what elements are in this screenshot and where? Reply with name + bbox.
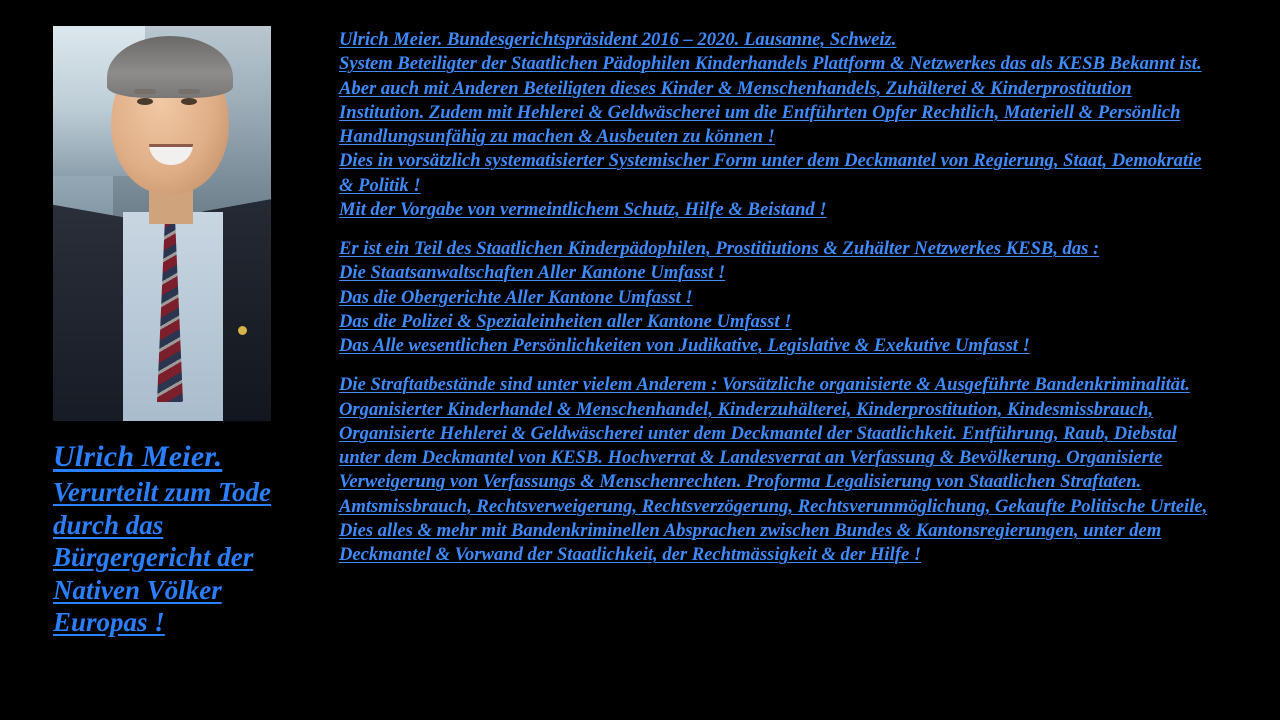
- left-column: [53, 26, 323, 638]
- photo-eye-right: [181, 98, 197, 105]
- photo-eye-left: [137, 98, 153, 105]
- right-column: [339, 28, 1219, 567]
- photo-eyebrow-right: [178, 89, 200, 94]
- network-item-4: Das Alle wesentlichen Persönlichkeiten von Judikative, Legislative & Exekutive Umfasst !: [339, 335, 1030, 356]
- photo-lapel-pin: [238, 326, 247, 335]
- offences-paragraph: Die Straftatbestände sind unter vielem Anderem : Vorsätzliche organisierte & Ausgeführte Bandenkriminalität. Organisierter Kinderhandel & Menschenhandel, Kinderzuhälterei, Kinderprostitution, Kindesmissbrauch, Organisierte Hehlerei & Geldwäscherei unter dem Deckmantel der Staatlichkeit. Entführung, Raub, Diebstal unter dem Deckmantel von KESB. Hochverrat & Landesverrat an Verfassung & Bevölkerung. Organisierte Verweigerung von Verfassungs & Menschenrechten. Proforma Legalisierung von Staatlichen Straftaten. Amtsmissbrauch, Rechtsverweigerung, Rechtsverzögerung, Rechtsverunmöglichung, Gekaufte Politische Urteile, Dies alles & mehr mit Bandenkriminellen Absprachen zwischen Bundes & Kantonsregierungen, unter dem Deckmantel & Vorwand der Staatlichkeit, der Rechtmässigkeit & der Hilfe !: [339, 374, 1208, 565]
- photo-eyebrow-left: [134, 89, 156, 94]
- body-paragraph-3: Mit der Vorgabe von vermeintlichem Schutz, Hilfe & Beistand !: [339, 198, 827, 220]
- portrait-photo-ulrich-meier: [53, 26, 271, 421]
- paragraph-spacer-2: [339, 358, 1219, 373]
- network-item-1: Die Staatsanwaltschaften Aller Kantone Umfasst !: [339, 262, 726, 284]
- verdict-text: Verurteilt zum Tode durch das Bürgergericht der Nativen Völker Europas !: [53, 477, 272, 637]
- body-paragraph-2: Dies in vorsätzlich systematisierter Systemischer Form unter dem Deckmantel von Regierung, Staat, Demokratie & Politik !: [339, 150, 1202, 196]
- network-item-3: Das die Polizei & Spezialeinheiten aller Kantone Umfasst !: [339, 310, 792, 332]
- heading-line: Ulrich Meier. Bundesgerichtspräsident 2016 – 2020. Lausanne, Schweiz.: [339, 29, 897, 50]
- paragraph-spacer-1: [339, 222, 1219, 237]
- person-name: Ulrich Meier.: [53, 440, 223, 473]
- body-paragraph-1: System Beteiligter der Staatlichen Pädophilen Kinderhandels Plattform & Netzwerkes das als KESB Bekannt ist. Aber auch mit Anderen Beteiligten dieses Kinder & Menschenhandels, Zuhälterei & Kinderprostitution Institution. Zudem mit Hehlerei & Geldwäscherei um die Entführten Opfer Rechtlich, Materiell & Persönlich Handlungsunfähig zu machen & Ausbeuten zu können !: [339, 53, 1202, 147]
- network-item-2: Das die Obergerichte Aller Kantone Umfasst !: [339, 286, 693, 308]
- network-intro: Er ist ein Teil des Staatlichen Kinderpädophilen, Prostitiutions & Zuhälter Netzwerkes KESB, das :: [339, 238, 1100, 259]
